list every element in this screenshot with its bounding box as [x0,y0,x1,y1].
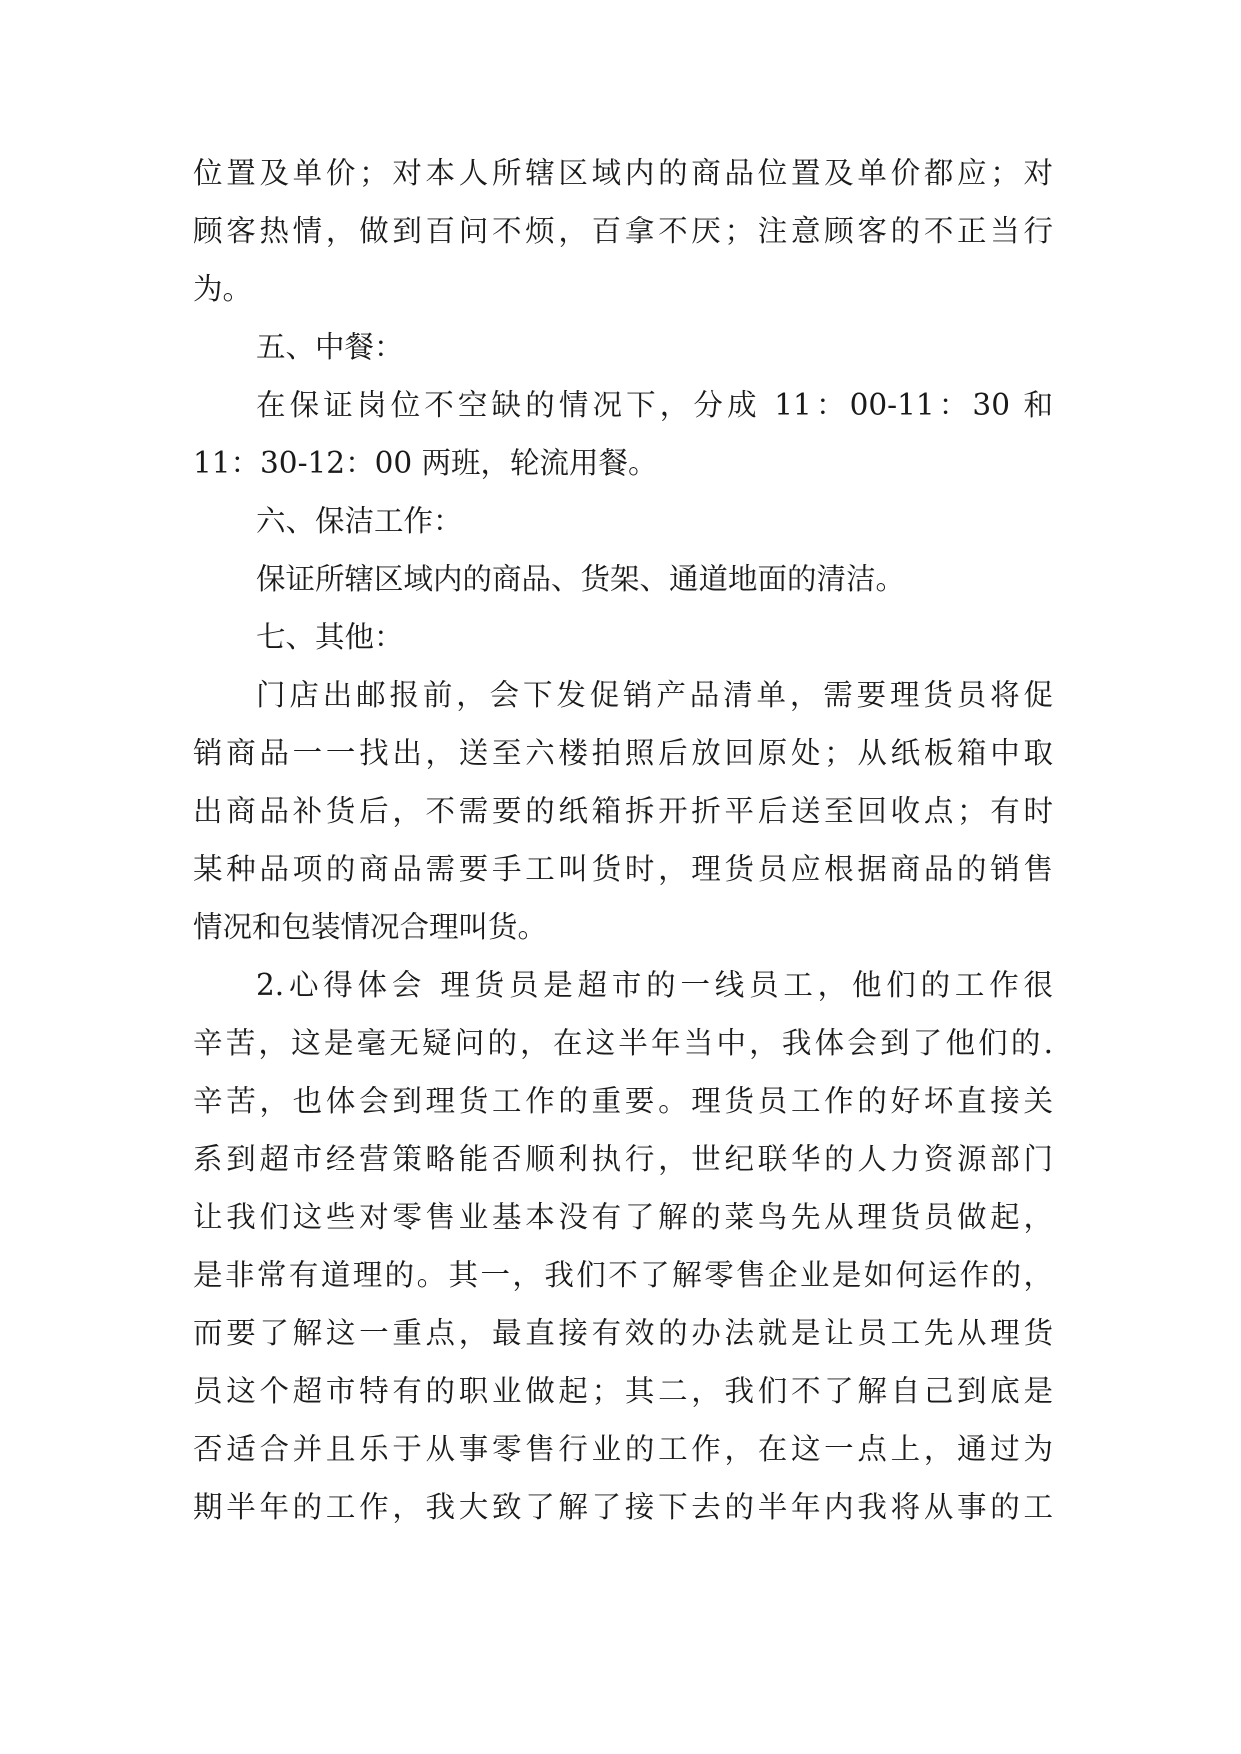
text-line: 是非常有道理的。其一，我们不了解零售企业是如何运作的， [193,1258,1053,1292]
text-line: 期半年的工作，我大致了解了接下去的半年内我将从事的工 [193,1490,1053,1524]
text-line: 系到超市经营策略能否顺利执行，世纪联华的人力资源部门 [193,1142,1053,1176]
text-line: 位置及单价；对本人所辖区域内的商品位置及单价都应；对 [193,156,1053,190]
text-line: 2.心得体会 理货员是超市的一线员工，他们的工作很 [256,968,1053,1002]
text-line: 出商品补货后，不需要的纸箱拆开折平后送至回收点；有时 [193,794,1053,828]
text-line: 门店出邮报前，会下发促销产品清单，需要理货员将促 [256,678,1053,712]
text-line: 让我们这些对零售业基本没有了解的菜鸟先从理货员做起， [193,1200,1053,1234]
text-line: 员这个超市特有的职业做起；其二，我们不了解自己到底是 [193,1374,1053,1408]
text-line: 11：30-12：00 两班，轮流用餐。 [193,446,658,480]
text-line: 为。 [193,272,253,306]
text-line: 顾客热情，做到百问不烦，百拿不厌；注意顾客的不正当行 [193,214,1053,248]
text-line: 情况和包装情况合理叫货。 [193,910,548,944]
text-line: 辛苦，也体会到理货工作的重要。理货员工作的好坏直接关 [193,1084,1053,1118]
section-heading: 六、保洁工作： [256,504,463,538]
text-line: 销商品一一找出，送至六楼拍照后放回原处；从纸板箱中取 [193,736,1053,770]
text-line: 辛苦，这是毫无疑问的，在这半年当中，我体会到了他们的. [193,1026,1053,1060]
section-heading: 五、中餐： [256,330,404,364]
text-line: 保证所辖区域内的商品、货架、通道地面的清洁。 [256,562,906,596]
text-line: 某种品项的商品需要手工叫货时，理货员应根据商品的销售 [193,852,1053,886]
text-line: 否适合并且乐于从事零售行业的工作，在这一点上，通过为 [193,1432,1053,1466]
text-line: 在保证岗位不空缺的情况下，分成 11：00-11：30 和 [256,388,1053,422]
text-line: 而要了解这一重点，最直接有效的办法就是让员工先从理货 [193,1316,1053,1350]
section-heading: 七、其他： [256,620,404,654]
